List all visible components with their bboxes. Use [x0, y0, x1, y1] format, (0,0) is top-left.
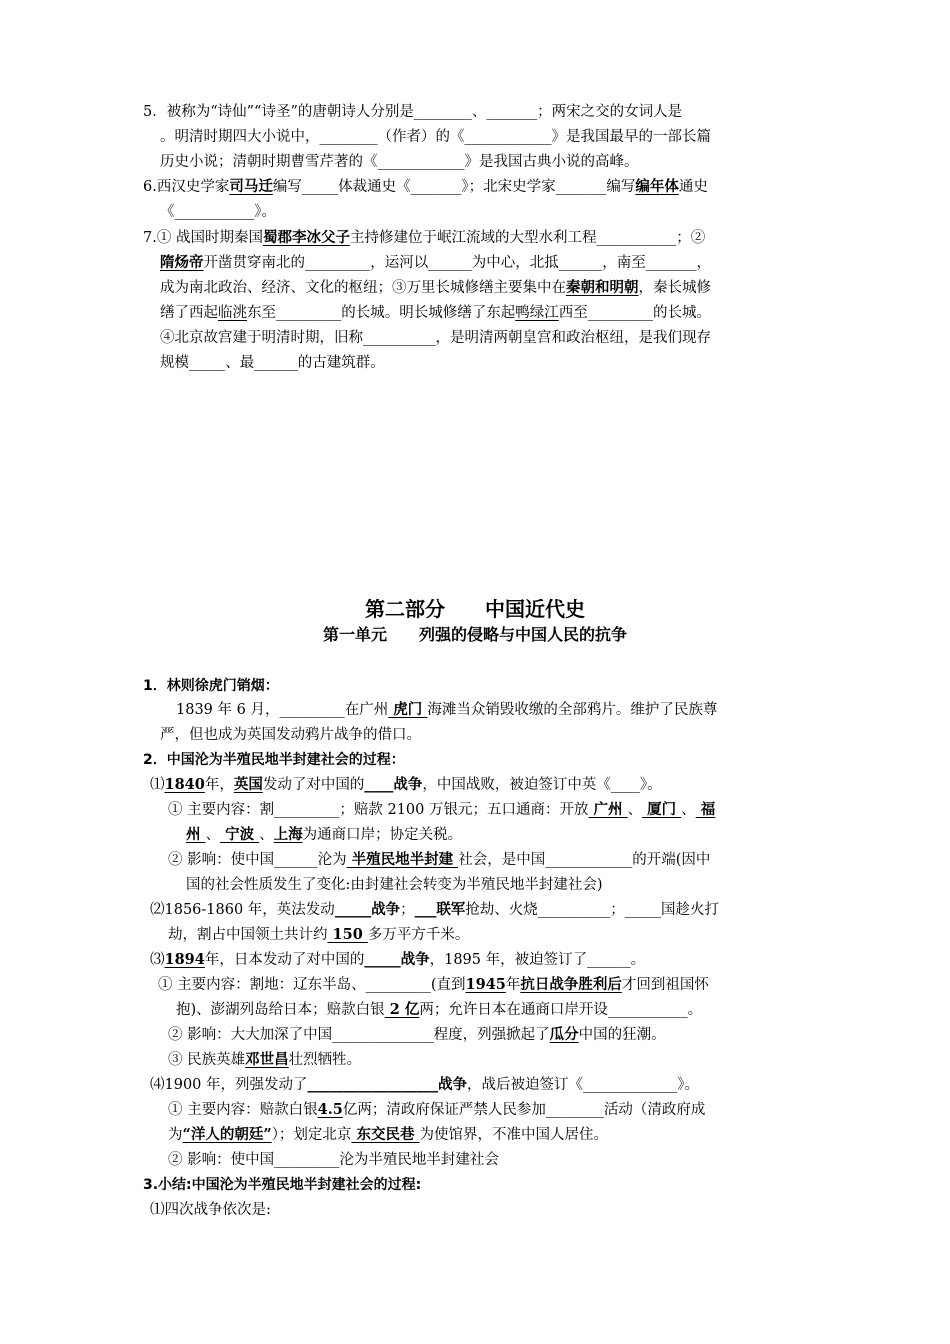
war4-foreigners-court: “洋人的朝廷”: [182, 1126, 272, 1143]
q7-line-5: ④北京故宫建于明清时期，旧称__________，是明清两朝皇宫和政治枢纽，是我们现存: [160, 330, 711, 346]
war3-c: 年，日本发动了对中国的: [204, 952, 365, 968]
war1-c2d: 、: [259, 827, 274, 843]
war1-c: 年，: [204, 777, 234, 793]
war1-i1a: ② 影响：使中国______沦为: [168, 852, 347, 868]
war4-impact: ② 影响：使中国_________沦为半殖民地半封建社会: [168, 1152, 499, 1168]
war1-impact-2: 国的社会性质发生了变化:由封建社会转变为半殖民地半封建社会): [186, 877, 603, 893]
war2-line-2: [168, 925, 469, 945]
q7-l4e: 西至_________的长城。: [558, 305, 711, 321]
war3-h1a: ③ 民族英雄: [168, 1052, 246, 1068]
q7-qin-ming: 秦朝和明朝: [566, 279, 639, 296]
war4-content-1: [168, 1100, 705, 1120]
war1-a: ⑴: [150, 777, 165, 793]
q7-line-6: 规模_____、最______的古建筑群。: [160, 355, 385, 371]
q6-sima-qian: 司马迁: [229, 178, 273, 195]
war1-year: 1840: [164, 776, 205, 793]
s1-humen: 虎门: [388, 701, 428, 718]
war3-a: ⑶: [150, 952, 165, 968]
war1-content-1: [168, 800, 715, 820]
war2-c: ；: [400, 902, 415, 918]
q7-l3a: 成为南北政治、经济、文化的枢纽；③万里长城修缮主要集中在: [160, 280, 566, 296]
war3-impact: [168, 1025, 666, 1045]
q5-line-2: 。明清时期四大小说中，________（作者）的《____________》是我国最早的一部长篇: [160, 129, 711, 145]
q7-l3c: ，秦长城修: [638, 280, 711, 296]
war3-war: _____战争: [364, 951, 430, 968]
war3-c2d: ___________。: [607, 1002, 703, 1018]
war4-c: ，战后被迫签订《_____________》。: [467, 1077, 700, 1093]
port-fuzhou-a: 福: [695, 801, 716, 818]
war3-h1c: 壮烈牺牲。: [288, 1052, 362, 1068]
s1-heading: 1．林则徐虎门销烟：: [143, 678, 279, 694]
war4-content-2: [168, 1125, 608, 1145]
war4-c2a: 为: [168, 1127, 183, 1143]
war1-c2b: 、: [205, 827, 221, 843]
q6-line-2: 《___________》。: [160, 204, 276, 220]
war3-i1a: ② 影响：大大加深了中国______________程度，列强掀起了: [168, 1027, 550, 1043]
war1-e: 发动了对中国的: [262, 777, 365, 793]
war3-deng-shichang: 邓世昌: [245, 1051, 289, 1068]
q5-line-3: 历史小说；清朝时期曹雪芹著的《____________》是我国古典小说的高峰。: [160, 154, 639, 170]
q6-line-1: [143, 177, 708, 197]
war2-a: ⑵1856-1860 年，英法发动: [150, 902, 335, 918]
s1-l1a: 1839 年 6 月，_________在广州: [176, 702, 389, 718]
war1-war: ____战争: [364, 776, 423, 793]
war4-line: [150, 1075, 699, 1095]
q7-l1c: 主持修建位于岷江流域的大型水利工程___________；②: [349, 230, 706, 246]
war3-indemnity: 2 亿: [384, 1001, 420, 1018]
war3-c1e: 才回到祖国怀: [621, 977, 709, 993]
war1-c1e: 、: [681, 802, 696, 818]
q7-line-4: [160, 303, 711, 323]
war3-c2c: 两；允许日本在通商口岸开设: [419, 1002, 608, 1018]
s1-line-2: 严，但也成为英国发动鸦片战争的借口。: [160, 727, 421, 743]
s3-heading: 3.小结:中国沦为半殖民地半封建社会的过程:: [143, 1177, 422, 1193]
war2-war: _____战争: [334, 901, 401, 918]
war3-e: ，1895 年，被迫签订了______。: [429, 952, 646, 968]
war2-e: 抢劫、火烧__________；_____国趁火打: [465, 902, 720, 918]
war2-area: 150: [327, 926, 368, 943]
war1-g: ，中国战败，被迫签订中英《____》。: [422, 777, 662, 793]
war4-c2e: 为使馆界，不准中国人居住。: [419, 1127, 609, 1143]
war3-c1c: 年: [505, 977, 521, 993]
war4-a: ⑷1900 年，列强发动了: [150, 1077, 308, 1093]
war3-year: 1894: [164, 951, 205, 968]
war4-indemnity: 4.5: [317, 1101, 343, 1118]
part2-title: 第二部分 中国近代史: [365, 597, 585, 621]
war3-hero: [168, 1050, 361, 1070]
war2-line: [150, 900, 719, 920]
war3-content-1: [158, 975, 709, 995]
s1-line-1: [176, 700, 717, 720]
s2-heading: 2．中国沦为半殖民地半封建社会的过程：: [143, 752, 405, 768]
q7-line-3: [160, 278, 711, 298]
war2-l2c: 多万平方千米。: [367, 927, 470, 943]
q7-l4a: 缮了西起: [160, 305, 218, 321]
war1-line: [150, 775, 662, 795]
q7-l1a: 7.① 战国时期秦国: [143, 230, 263, 246]
q7-li-bing: 蜀郡李冰父子: [262, 229, 350, 246]
q6-text-c: 编写_____体裁通史《_______》；北宋史学家_______编写: [272, 179, 636, 195]
war4-c2c: ）；划定北京: [271, 1127, 352, 1143]
s3-line-1: ⑴四次战争依次是:: [150, 1202, 271, 1218]
q6-biannianti: 编年体: [635, 178, 679, 195]
port-fuzhou-b: 州: [186, 826, 206, 843]
port-xiamen: 厦门: [642, 801, 682, 818]
war3-1945: 1945: [465, 976, 506, 993]
war3-content-2: [176, 1000, 702, 1020]
war2-l2a: 劫，割占中国领土共计约: [168, 927, 328, 943]
q7-line-1: [143, 228, 705, 248]
war3-i1c: 中国的狂潮。: [578, 1027, 666, 1043]
war3-c1a: ① 主要内容：割地：辽东半岛、_________(直到: [158, 977, 466, 993]
q6-text-a: 6.西汉史学家: [143, 179, 230, 195]
port-shanghai: 上海: [273, 826, 303, 843]
war4-dongjiaominxiang: 东交民巷: [351, 1126, 420, 1143]
q7-yalujiang: 鸭绿江: [515, 305, 559, 321]
q7-sui-yangdi: 隋炀帝: [160, 254, 204, 271]
q6-text-e: 通史: [678, 179, 708, 195]
war3-c2a: 抱)、澎湖列岛给日本；赔款白银: [176, 1002, 385, 1018]
war4-war: __________________战争: [307, 1076, 468, 1093]
q7-lintao: 临洮: [218, 305, 247, 321]
war1-c2f: 为通商口岸；协定关税。: [302, 827, 463, 843]
q7-l2b: 开凿贯穿南北的_________，运河以______为中心，北抵______，南至_______，: [203, 255, 711, 271]
war3-line: [150, 950, 645, 970]
war3-partition: 瓜分: [549, 1026, 579, 1043]
war1-c1c: 、: [627, 802, 643, 818]
war1-impact-1: [168, 850, 710, 870]
war1-c1a: ① 主要内容：割_________；赔款 2100 万银元；五口通商：开放: [168, 802, 589, 818]
war4-c1: ① 主要内容：赔款白银: [168, 1102, 318, 1118]
q7-line-2: [160, 253, 711, 273]
unit1-subtitle: 第一单元 列强的侵略与中国人民的抗争: [322, 625, 627, 644]
port-ningbo: 宁波: [220, 826, 260, 843]
war1-i1c: 社会，是中国____________的开端(因中: [458, 852, 711, 868]
q5-line-1: 5．被称为“诗仙”“诗圣”的唐朝诗人分别是________、_______；两宋之交的女词人是: [143, 104, 683, 120]
war1-britain: 英国: [233, 776, 263, 793]
port-guangzhou: 广州: [588, 801, 628, 818]
war1-content-2: [186, 825, 462, 845]
q7-l4c: 东至_________的长城。明长城修缮了东起: [247, 305, 516, 321]
war3-victory: 抗日战争胜利后: [520, 976, 622, 993]
war1-semicolonial: 半殖民地半封建: [346, 851, 459, 868]
war4-c1c: 亿两；清政府保证严禁人民参加________活动（清政府成: [342, 1102, 706, 1118]
s1-l1c: 海滩当众销毁收缴的全部鸦片。维护了民族尊: [427, 702, 718, 718]
war2-allied: ___联军: [414, 901, 466, 918]
